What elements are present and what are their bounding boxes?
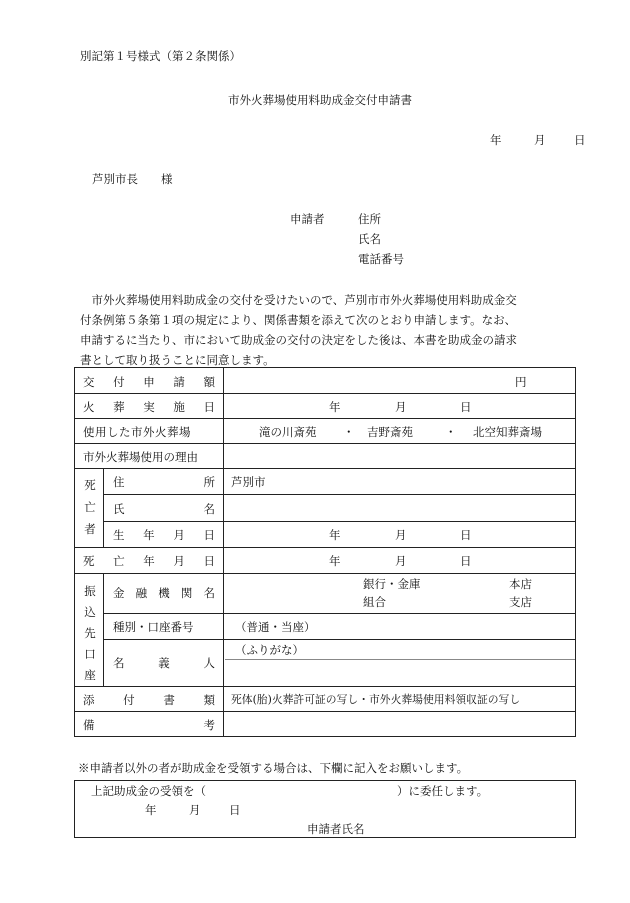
deceased-address-value: 芦別市: [231, 475, 266, 489]
death-day: 日: [460, 554, 472, 568]
birth-year: 年: [329, 528, 341, 542]
attachments-label: 添 付 書 類: [83, 693, 215, 707]
form-number: 別記第１号様式（第２条関係）: [80, 49, 241, 63]
addressee: 芦別市長 様: [92, 172, 173, 186]
death-month: 月: [395, 554, 407, 568]
holder-label: 名 義 人: [113, 656, 215, 670]
statement-paragraph: [80, 290, 580, 370]
delegation-year: 年: [145, 803, 157, 817]
reason-label: 市外火葬場使用の理由: [83, 450, 198, 464]
statement-line: 市外火葬場使用料助成金の交付を受けたいので、芦別市市外火葬場使用料助成金交: [80, 293, 517, 307]
applicant-name-label: 氏名: [358, 232, 381, 246]
delegation-day: 日: [229, 803, 241, 817]
coop-type: 組合: [363, 595, 386, 609]
crematorium-option: 北空知葬斎場: [473, 425, 542, 439]
cremation-date-label: 火 葬 実 施 日: [83, 400, 215, 414]
institution-label: 金 融 機 関 名: [113, 586, 215, 600]
delegation-suffix: ）に委任します。: [397, 784, 489, 798]
cremation-month: 月: [395, 400, 407, 414]
statement-line: 申請するに当たり、市において助成金の交付の決定をした後は、本書を助成金の請求: [80, 333, 517, 347]
birth-day: 日: [460, 528, 472, 542]
crematorium-separator: ・: [343, 425, 355, 439]
bank-account-label: 振 込 先 口 座: [84, 584, 96, 682]
cremation-day: 日: [460, 400, 472, 414]
crematorium-label: 使用した市外火葬場: [83, 425, 191, 439]
account-type: （普通・当座）: [235, 620, 316, 634]
applicant-signature-label: 申請者氏名: [307, 822, 365, 836]
deceased-address-label: 住 所: [113, 475, 215, 489]
death-year: 年: [329, 554, 341, 568]
branch: 支店: [509, 595, 532, 609]
application-table: [74, 367, 576, 737]
applicant-address-label: 住所: [358, 212, 381, 226]
furigana-label: （ふりがな）: [235, 643, 304, 657]
applicant-label: 申請者: [290, 212, 325, 226]
remarks-label: 備 考: [83, 718, 215, 732]
date-year-label: 年: [490, 133, 502, 147]
delegation-month: 月: [189, 803, 201, 817]
account-label: 種別・口座番号: [113, 620, 194, 634]
statement-line: 書として取り扱うことに同意します。: [80, 353, 275, 367]
cremation-year: 年: [329, 400, 341, 414]
delegation-prefix: 上記助成金の受領を（: [91, 784, 206, 798]
statement-line: 付条例第５条第１項の規定により、関係書類を添えて次のとおり申請します。なお、: [80, 313, 517, 327]
death-date-label: 死 亡 年 月 日: [83, 554, 215, 568]
form-title: 市外火葬場使用料助成金交付申請書: [228, 93, 412, 107]
birth-month: 月: [395, 528, 407, 542]
deceased-label: 死 亡 者: [84, 478, 96, 536]
deceased-birth-label: 生 年 月 日: [113, 528, 215, 542]
date-day-label: 日: [574, 133, 586, 147]
grant-amount-unit: 円: [515, 375, 527, 389]
crematorium-separator: ・: [445, 425, 457, 439]
crematorium-option: 滝の川斎苑: [259, 425, 317, 439]
deceased-name-label: 氏 名: [113, 502, 215, 516]
applicant-phone-label: 電話番号: [358, 252, 404, 266]
delegation-box: [74, 780, 576, 838]
head-office: 本店: [509, 577, 532, 591]
attachments-value: 死体(胎)火葬許可証の写し・市外火葬場使用料領収証の写し: [231, 693, 521, 706]
date-month-label: 月: [534, 133, 546, 147]
delegation-note: ※申請者以外の者が助成金を受領する場合は、下欄に記入をお願いします。: [78, 761, 469, 775]
grant-amount-label: 交 付 申 請 額: [83, 375, 215, 389]
bank-type: 銀行・金庫: [363, 577, 421, 591]
crematorium-option: 吉野斎苑: [367, 425, 413, 439]
